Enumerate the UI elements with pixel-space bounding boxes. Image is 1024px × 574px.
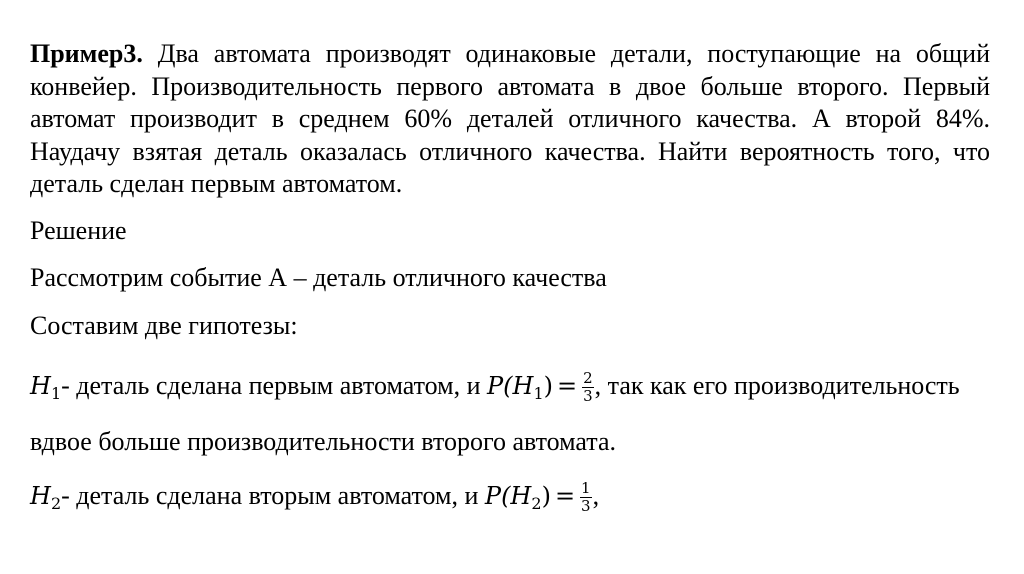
problem-text: Два автомата производят одинаковые детали, поступающие на общий конвейер. Производительность первого автомата в двое больше второго. Первый автомат производит в среднем 60% деталей отличного качества. А второй 84%. Наудачу взятая деталь оказалась отличного качества. Найти вероятность того, что деталь сделан первым автоматом. [30,39,990,198]
hypothesis-1 [30,362,990,466]
h1-symbol: $H_1$ [30,371,62,403]
hypothesis-2 [30,472,990,528]
h1-description: - деталь сделана первым автоматом, и [61,370,481,400]
h1-probability: $P(H_1)$ = [487,371,578,403]
h1-fraction: $\frac{2}{3}$ [583,369,593,406]
h2-description: - деталь сделана вторым автоматом, и [61,480,479,510]
problem-statement [30,38,990,201]
hypotheses-intro: Составим две гипотезы: [30,310,298,340]
problem-label: Пример3. [30,39,143,68]
h2-symbol: $H_2$ [30,481,62,513]
h2-tail: , [592,480,600,510]
event-definition: Рассмотрим событие А – деталь отличного качества [30,262,607,292]
h2-probability: $P(H_2)$ = [484,481,576,513]
h2-fraction: $\frac{1}{3}$ [581,479,591,516]
solution-heading: Решение [30,215,127,245]
h1-explanation: , так как его производительность вдвое больше производительности второго автомата. [30,370,960,456]
